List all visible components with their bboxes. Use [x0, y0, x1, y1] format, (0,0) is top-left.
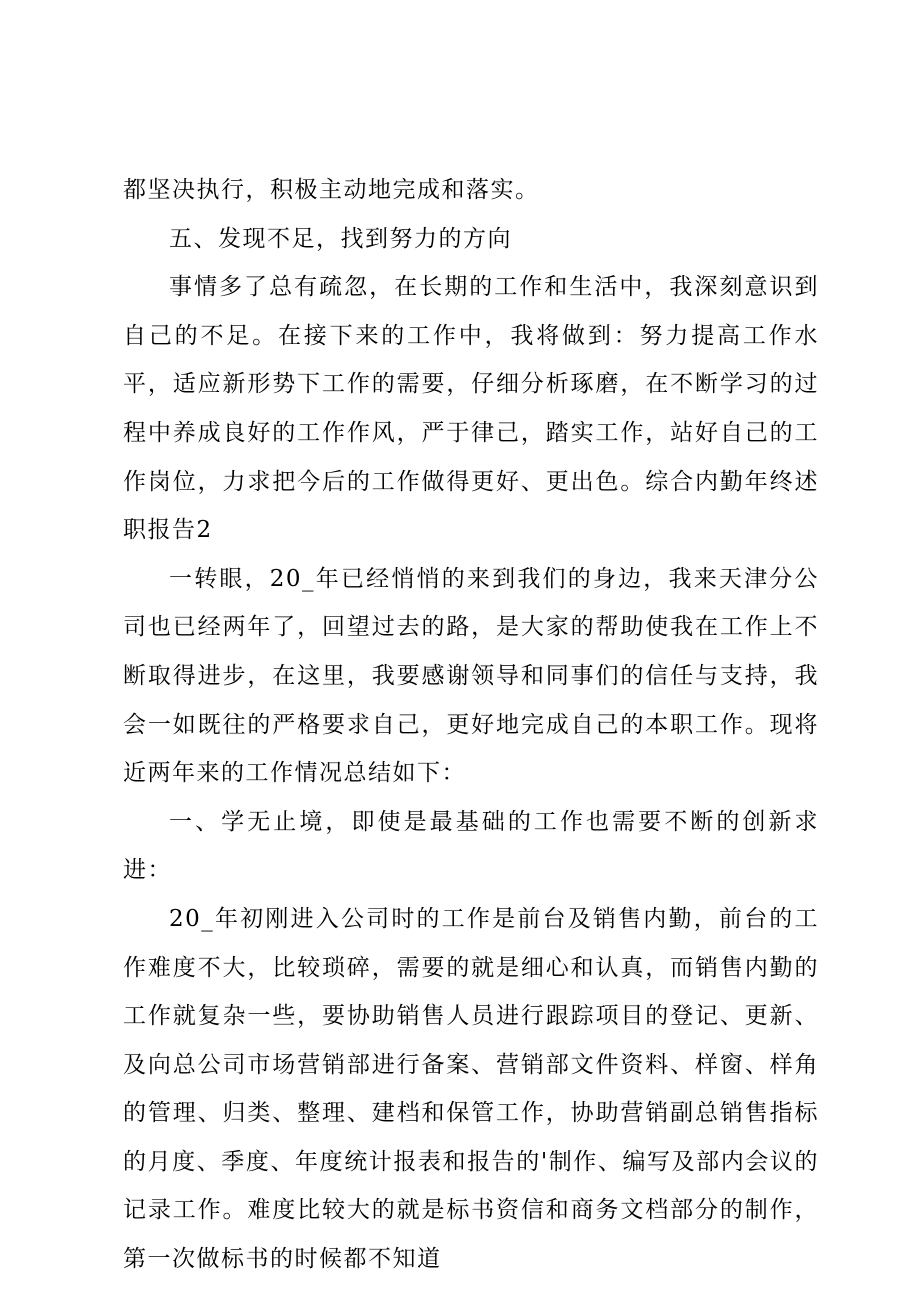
paragraph-work-details: 20_年初刚进入公司时的工作是前台及销售内勤，前台的工作难度不大，比较琐碎，需要的就是细心和认真，而销售内勤的工作就复杂一些，要协助销售人员进行跟踪项目的登记、更新、及向总公司市场营销部进行备案、营销部文件资料、样窗、样角的管理、归类、整理、建档和保管工作，协助营销副总销售指标的月度、季度、年度统计报表和报告的'制作、编写及部内会议的记录工作。难度比较大的就是标书资信和商务文档部分的制作，第一次做标书的时候都不知道: [123, 905, 819, 1273]
paragraph-continuation: 都坚决执行，积极主动地完成和落实。: [123, 177, 540, 203]
document-body: [123, 166, 819, 1284]
section-heading-one: 一、学无止境，即使是最基础的工作也需要不断的创新求进：: [123, 808, 819, 884]
section-heading-five: 五、发现不足，找到努力的方向: [169, 225, 512, 252]
paragraph-shortcomings: 事情多了总有疏忽，在长期的工作和生活中，我深刻意识到自己的不足。在接下来的工作中，我将做到：努力提高工作水平，适应新形势下工作的需要，仔细分析琢磨，在不断学习的过程中养成良好的工作作风，严于律己，踏实工作，站好自己的工作岗位，力求把今后的工作做得更好、更出色。综合内勤年终述职报告2: [123, 274, 819, 544]
paragraph-introduction: 一转眼，20_年已经悄悄的来到我们的身边，我来天津分公司也已经两年了，回望过去的路，是大家的帮助使我在工作上不断取得进步，在这里，我要感谢领导和同事们的信任与支持，我会一如既往的严格要求自己，更好地完成自己的本职工作。现将近两年来的工作情况总结如下：: [123, 565, 819, 787]
